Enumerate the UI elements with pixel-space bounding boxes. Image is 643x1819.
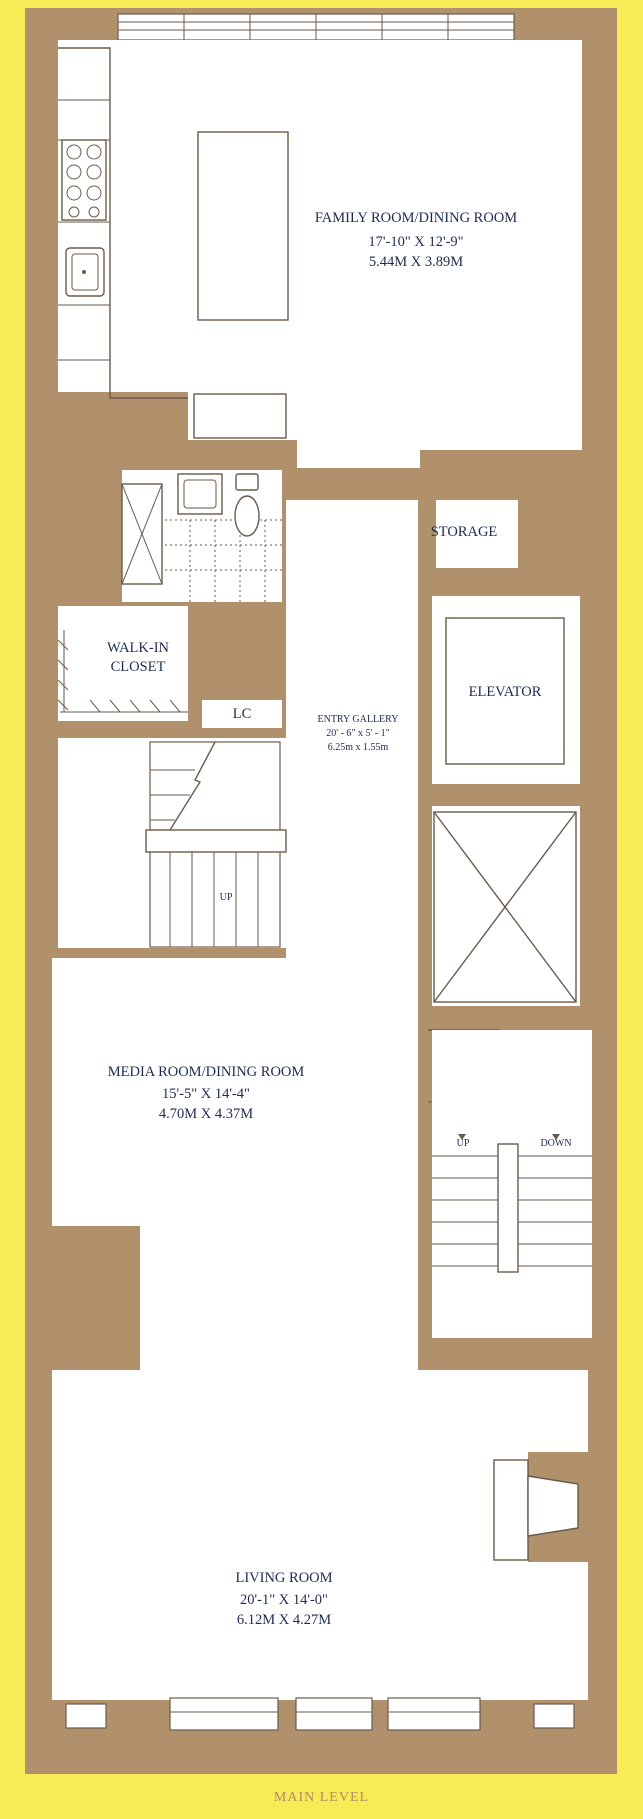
walkin-closet-label-2: CLOSET (110, 659, 166, 675)
kitchen-island (198, 132, 288, 320)
family-room-name: FAMILY ROOM/DINING ROOM (314, 210, 518, 226)
media-room-name: MEDIA ROOM/DINING ROOM (107, 1064, 305, 1080)
walkin-closet-label-1: WALK-IN (106, 640, 170, 656)
entry-gallery-dim-m: 6.25m x 1.55m (327, 742, 389, 753)
living-room-name: LIVING ROOM (235, 1570, 333, 1586)
family-room-dim-ft: 17'-10" X 12'-9" (368, 234, 464, 250)
living-room-dim-m: 6.12M X 4.27M (236, 1612, 332, 1628)
entry-gallery-name: ENTRY GALLERY (317, 714, 399, 725)
elevator-label: ELEVATOR (468, 684, 542, 700)
elevator-shaft (432, 806, 580, 1006)
upper-staircase (146, 742, 286, 947)
family-room-dim-m: 5.44M X 3.89M (368, 254, 464, 270)
cooktop-icon (62, 140, 106, 220)
kitchen-sink-icon (66, 248, 104, 296)
linen-closet-label: LC (232, 706, 252, 722)
media-wall-jog (28, 1296, 140, 1370)
toilet-icon (235, 474, 259, 536)
shower-icon (122, 484, 162, 584)
media-room-dim-m: 4.70M X 4.37M (158, 1106, 254, 1122)
lower-stair-down-label: DOWN (540, 1138, 572, 1149)
living-room-right-wall (588, 1338, 617, 1700)
lower-staircase (432, 1030, 592, 1338)
refrigerator (194, 394, 286, 438)
lower-stair-up-label: UP (456, 1138, 470, 1149)
bathroom-sink-icon (178, 474, 222, 514)
media-room-dim-ft: 15'-5" X 14'-4" (162, 1086, 250, 1102)
living-room-dim-ft: 20'-1" X 14'-0" (240, 1592, 328, 1608)
main-level-label: MAIN LEVEL (273, 1790, 370, 1805)
entry-gallery-dim-ft: 20' - 6" x 5' - 1" (326, 728, 390, 739)
fireplace-icon (494, 1452, 588, 1562)
upper-stair-up-label: UP (219, 892, 233, 903)
storage-label: STORAGE (430, 524, 498, 540)
top-windows (118, 14, 514, 40)
